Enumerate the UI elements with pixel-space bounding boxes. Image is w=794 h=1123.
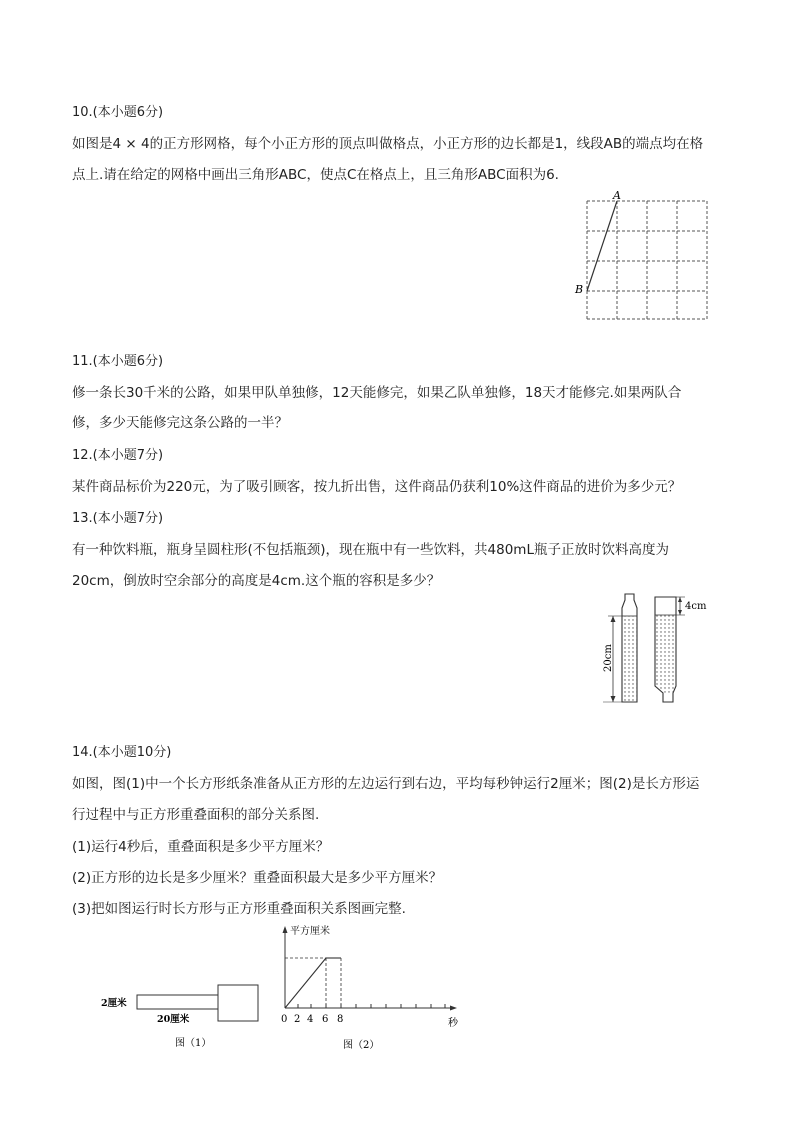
figure-1-caption: 图（1） [175, 1038, 212, 1049]
rising-segment [285, 958, 326, 1008]
paper-strip [137, 995, 229, 1009]
q10-grid-figure [570, 185, 720, 325]
q14-sub-question-2: (2)正方形的边长是多少厘米？重叠面积最大是多少平方厘米？ [72, 870, 443, 886]
strip-width-label: 2厘米 [101, 998, 127, 1009]
tick-label-8: 8 [337, 1014, 344, 1025]
q12-text-line1: 某件商品标价为220元，为了吸引顾客，按九折出售，这件商品仍获利10%这件商品的进价为多少元？ [72, 479, 682, 495]
segment-ab [587, 201, 617, 291]
point-b-label: B [575, 283, 584, 296]
strip-length-label: 20厘米 [157, 1014, 190, 1025]
q14-figure-2 [270, 920, 470, 1055]
figure-2-caption: 图（2） [343, 1040, 380, 1051]
y-axis-unit: 平方厘米 [290, 926, 330, 937]
q11-text-line1: 修一条长30千米的公路，如果甲队单独修，12天能修完，如果乙队单独修，18天才能修完.如果两队合 [72, 385, 682, 401]
tick-label-0: 0 [281, 1014, 288, 1025]
q11-text-line2: 修，多少天能修完这条公路的一半？ [72, 415, 288, 431]
q13-header: 13.(本小题7分) [72, 511, 164, 526]
q13-text-line1: 有一种饮料瓶，瓶身呈圆柱形(不包括瓶颈)，现在瓶中有一些饮料，共480mL瓶子正放时饮料高度为 [72, 542, 669, 558]
tick-label-4: 4 [307, 1014, 314, 1025]
tick-label-6: 6 [322, 1014, 329, 1025]
q14-sub-question-3: (3)把如图运行时长方形与正方形重叠面积关系图画完整. [72, 901, 406, 917]
x-axis-unit: 秒 [448, 1018, 458, 1029]
liquid-inverted [656, 615, 676, 693]
q12-header: 12.(本小题7分) [72, 448, 164, 463]
height-label: 20cm [603, 644, 614, 672]
q13-bottle-figure [595, 590, 720, 715]
liquid-upright [623, 616, 637, 702]
q10-header: 10.(本小题6分) [72, 105, 164, 120]
q14-sub-question-1: (1)运行4秒后，重叠面积是多少平方厘米？ [72, 839, 330, 855]
q14-figure-1 [95, 978, 270, 1053]
point-a-label: A [613, 189, 621, 202]
gap-label: 4cm [685, 601, 707, 612]
q14-text-line1: 如图，图(1)中一个长方形纸条准备从正方形的左边运行到右边，平均每秒钟运行2厘米；图(2)是长方形运 [72, 776, 700, 792]
tick-label-2: 2 [294, 1014, 301, 1025]
square [218, 985, 258, 1021]
q13-text-line2: 20cm，倒放时空余部分的高度是4cm.这个瓶的容积是多少？ [72, 573, 441, 589]
q10-text-line1: 如图是4 × 4的正方形网格，每个小正方形的顶点叫做格点，小正方形的边长都是1，线段AB的端点均在格 [72, 136, 704, 152]
q10-text-line2: 点上.请在给定的网格中画出三角形ABC，使点C在格点上，且三角形ABC面积为6. [72, 167, 559, 183]
q14-header: 14.(本小题10分) [72, 745, 172, 760]
q11-header: 11.(本小题6分) [72, 354, 164, 369]
q14-text-line2: 行过程中与正方形重叠面积的部分关系图. [72, 807, 320, 823]
